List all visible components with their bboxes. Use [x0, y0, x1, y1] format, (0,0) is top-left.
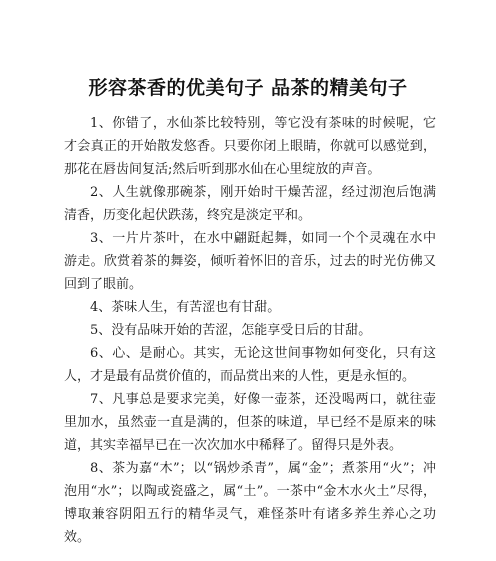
paragraph-5: 5、没有品味开始的苦涩，怎能享受日后的甘甜。 — [90, 323, 372, 338]
paragraph-2: 2、人生就像那碗茶，刚开始时干燥苦涩，经过沏泡后饱满清香，历变化起伏跌荡，终究是淡定平和。 — [64, 185, 436, 223]
paragraph-1: 1、你错了，水仙茶比较特别，等它没有茶味的时候呢，它才会真正的开始散发悠香。只要你闭上眼睛，你就可以感觉到，那花在唇齿间复活;然后听到那水仙在心里绽放的声音。 — [64, 116, 436, 177]
paragraph-3: 3、一片片茶叶，在水中翩跹起舞，如同一个个灵魂在水中游走。欣赏着茶的舞姿，倾听着怀旧的音乐，过去的时光仿佛又回到了眼前。 — [64, 231, 436, 292]
paragraph-4: 4、茶味人生，有苦涩也有甘甜。 — [90, 300, 281, 315]
paragraph-8: 8、茶为嘉“木”；以“锅炒杀青”，属“金”；煮茶用“火”；冲泡用“水”；以陶或瓷盛之，属“土”。一茶中“金木水火土”尽得，博取兼容阴阳五行的精华灵气，难怪茶叶有诸多养生养心之功效。 — [64, 461, 436, 545]
paragraph-7: 7、凡事总是要求完美，好像一壶茶，还没喝两口，就往壶里加水，虽然壶一直是满的，但茶的味道，早已经不是原来的味道，其实幸福早已在一次次加水中稀释了。留得只是外表。 — [64, 392, 436, 453]
paragraph-6: 6、心、是耐心。其实，无论这世间事物如何变化，只有这人，才是最有品赏价值的，而品赏出来的人性，更是永恒的。 — [64, 346, 436, 384]
document-body — [64, 112, 436, 549]
document-title: 形容茶香的优美句子 品茶的精美句子 — [88, 77, 408, 99]
